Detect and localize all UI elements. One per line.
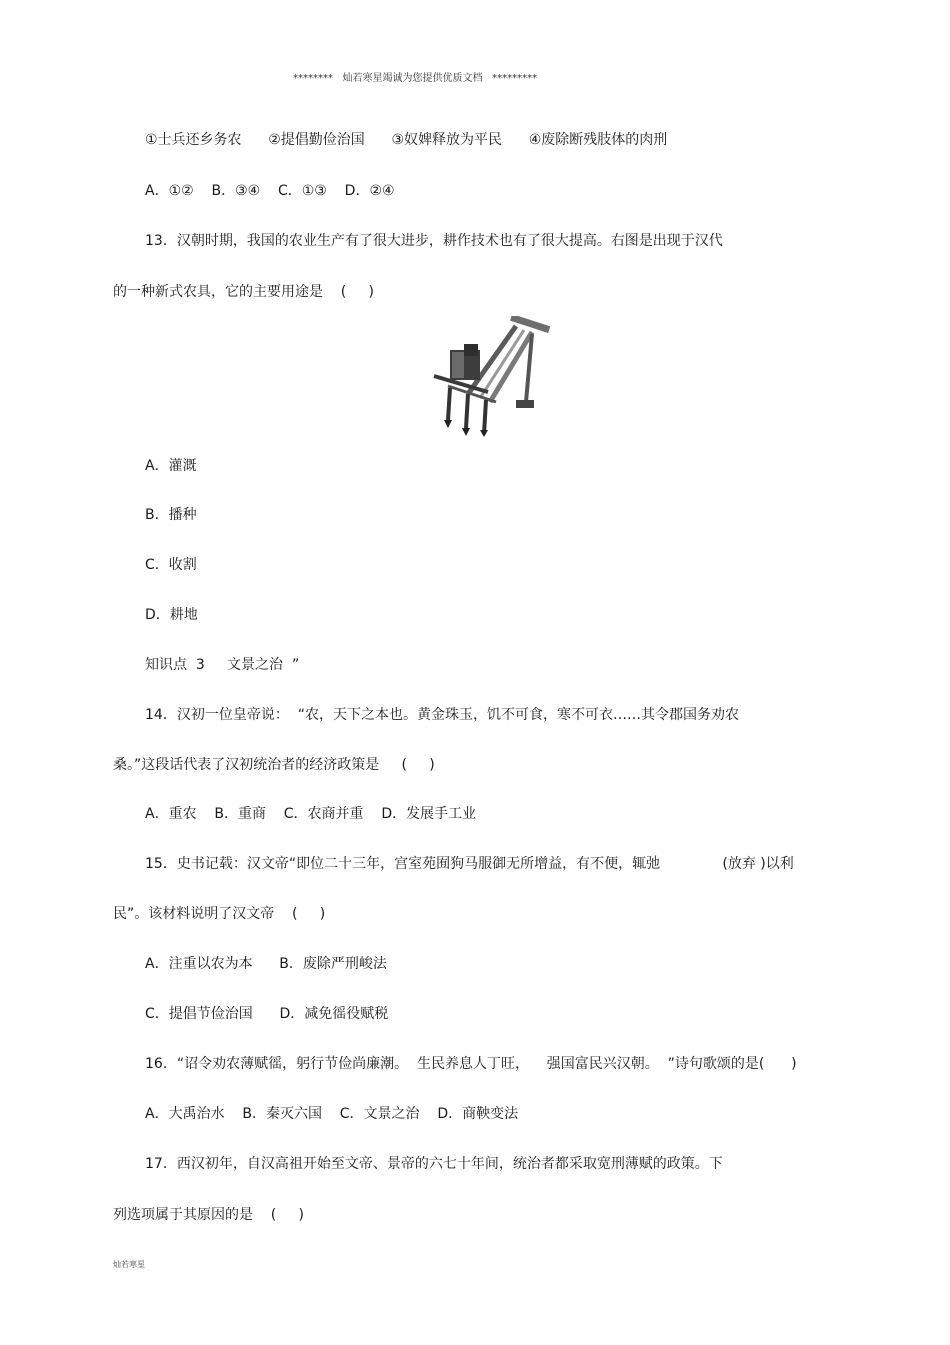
- q13-stem-line-1: 13．汉朝时期，我国的农业生产有了很大进步，耕作技术也有了很大提高。右图是出现于汉代: [145, 233, 723, 249]
- page-header: ******** 灿若寒星竭诚为您提供优质文档 *********: [293, 73, 538, 84]
- q14-stem-line-1: 14．汉初一位皇帝说： “农，天下之本也。黄金珠玉，饥不可食，寒不可衣……其令郡国务劝农: [145, 707, 739, 723]
- q13-choice-b: B．播种: [145, 507, 197, 523]
- q16-stem: 16．“诏令劝农薄赋徭，躬行节俭尚廉潮。 生民养息人丁旺， 强国富民兴汉朝。 ”诗句歌颂的是( ): [145, 1056, 797, 1072]
- q13-choice-a: A．灌溉: [145, 458, 197, 474]
- q12-choices: A．①② B．③④ C．①③ D．②④: [145, 183, 395, 199]
- q15-stem-line-2: 民”。该材料说明了汉文帝 ( ): [113, 906, 326, 922]
- q14-choices: A．重农 B．重商 C．农商并重 D．发展手工业: [145, 806, 477, 822]
- q17-stem-line-1: 17．西汉初年，自汉高祖开始至文帝、景帝的六七十年间，统治者都采取宽刑薄赋的政策。下: [145, 1156, 723, 1172]
- section-title: 知识点 3 文景之治 ”: [145, 657, 300, 673]
- q15-stem-line-1: 15．史书记载：汉文帝“即位二十三年，宫室苑囿狗马服御无所增益，有不便，辄弛 (放弃 )以利: [145, 856, 794, 872]
- q12-options: ①士兵还乡务农 ②提倡勤俭治国 ③奴婢释放为平民 ④废除断残肢体的肉刑: [145, 132, 668, 148]
- q13-stem-line-2: 的一种新式农具，它的主要用途是 ( ): [113, 284, 374, 300]
- q13-choice-d: D．耕地: [145, 607, 198, 623]
- seed-drill-illustration: [428, 316, 552, 438]
- q15-choices-line-2: C．提倡节俭治国 D．减免徭役赋税: [145, 1006, 389, 1022]
- q13-choice-c: C．收割: [145, 557, 197, 573]
- q16-choices: A．大禹治水 B．秦灭六国 C．文景之治 D．商鞅变法: [145, 1106, 519, 1122]
- q15-choices-line-1: A．注重以农为本 B．废除严刑峻法: [145, 956, 387, 972]
- page-footer: 灿若寒星: [113, 1260, 145, 1269]
- q14-stem-line-2: 桑。”这段话代表了汉初统治者的经济政策是 ( ): [113, 757, 435, 773]
- q17-stem-line-2: 列选项属于其原因的是 ( ): [113, 1207, 304, 1223]
- seed-drill-image: [428, 316, 552, 438]
